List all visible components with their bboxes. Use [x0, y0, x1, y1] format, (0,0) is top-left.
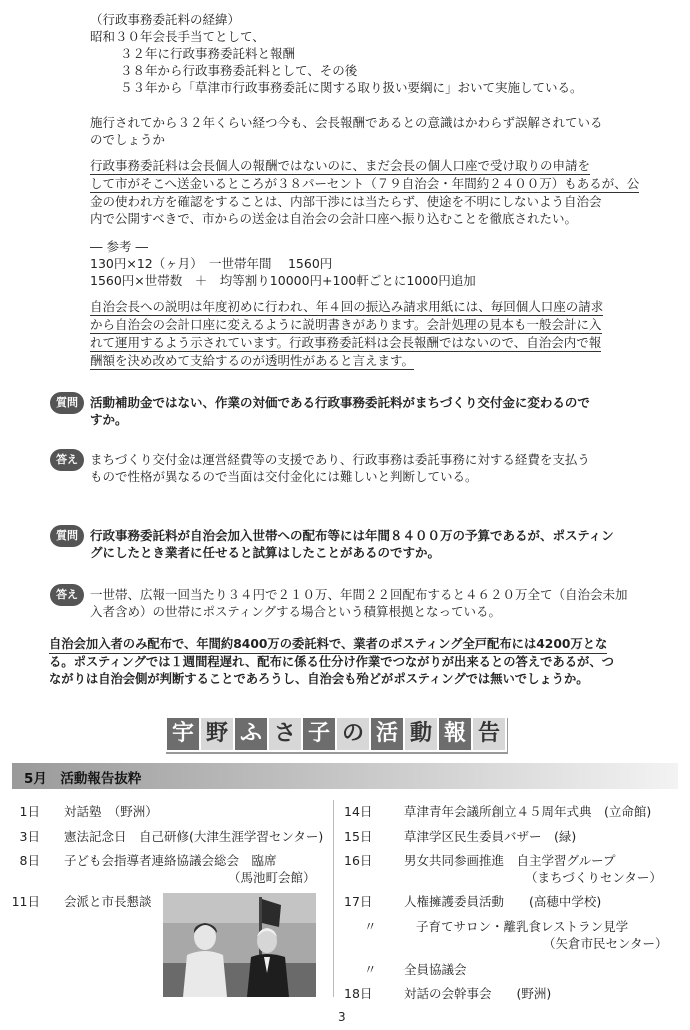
title-char: 宇 — [165, 716, 201, 752]
history-line: ５３年から「草津市行政事務委託に関する取り扱い要綱に」おいて実施している。 — [120, 80, 583, 95]
ditto-mark: 〃 — [364, 919, 377, 934]
title-char: 子 — [301, 716, 337, 752]
title-char: 野 — [199, 716, 235, 752]
question-text: グにしたとき業者に任せると試算はしたことがあるのですか。 — [90, 545, 441, 560]
question-badge: 質問 — [50, 392, 84, 414]
activity-text: 全員協議会 — [404, 962, 467, 977]
conclusion-line: 自治会加入者のみ配布で、年間約8400万の委託料で、業者のポスティング全戸配布には4200万とな — [49, 636, 607, 654]
title-char: 告 — [471, 716, 507, 752]
underlined-line: れて運用するよう示されています。行政事務委託料は会長報酬ではないので、自治会内で報 — [90, 335, 602, 350]
section-header — [12, 763, 678, 789]
activity-day: 16日 — [344, 853, 373, 868]
answer-text: 入者含め）の世帯にポスティングする場合という積算根拠となっている。 — [90, 604, 502, 619]
question-text: すか。 — [90, 412, 128, 427]
activity-day: 18日 — [344, 986, 373, 1001]
activity-text: 男女共同参画推進 自主学習グループ — [404, 853, 616, 868]
paragraph-line: 金の使われ方を確認をすることは、内部干渉には当たらず、使途を不明にしないよう自治会 — [90, 194, 602, 209]
activity-text: 草津青年会議所創立４５周年式典 (立命館) — [404, 804, 652, 819]
history-heading: （行政事務委託料の経緯） — [90, 12, 241, 27]
activity-day: 3日 — [19, 829, 40, 844]
paragraph-line: のでしょうか — [90, 132, 166, 147]
activity-day: 17日 — [344, 894, 373, 909]
activity-text: 対話の会幹事会 (野洲) — [404, 986, 552, 1001]
paragraph-line: 施行されてから３２年くらい経つ今も、会長報酬であるとの意識はかわらず誤解されている — [90, 115, 603, 130]
reference-line: 130円×12（ヶ月） 一世帯年間 1560円 — [90, 256, 333, 271]
title-char: ふ — [233, 716, 269, 752]
question-text: 活動補助金ではない、作業の対価である行政事務委託料がまちづくり交付金に変わるので — [90, 395, 590, 410]
underlined-line: 行政事務委託料は会長個人の報酬ではないのに、まだ会長の個人口座で受け取りの申請を — [90, 158, 591, 173]
activity-text: 人権擁護委員活動 (高穂中学校) — [404, 894, 602, 909]
activity-day: 11日 — [11, 894, 40, 909]
title-char: さ — [267, 716, 303, 752]
activity-location: （馬池町会館） — [228, 870, 316, 885]
activity-text: 対話塾 （野洲） — [64, 804, 158, 819]
underlined-line: から自治会の会計口座に変えるように説明書きがあります。会計処理の見本も一般会計に入 — [90, 317, 602, 332]
answer-text: まちづくり交付金は運営経費等の支援であり、行政事務は委託事務に対する経費を支払う — [90, 452, 590, 467]
activity-text: 憲法記念日 自己研修(大津生涯学習センター) — [64, 829, 324, 844]
activity-text: 子ども会指導者連絡協議会総会 臨席 — [64, 853, 277, 868]
title-char: 報 — [437, 716, 473, 752]
section-title: 5月 活動報告抜粋 — [24, 771, 142, 787]
answer-text: 一世帯、広報一回当たり３４円で２１０万、年間２２回配布すると４６２０万全て（自治会未加 — [90, 587, 628, 602]
paragraph-line: 内で公開すべきで、市からの送金は自治会の会計口座へ振り込むことを徹底されたい。 — [90, 211, 578, 226]
column-divider — [333, 800, 334, 997]
activity-text: 子育てサロン・離乳食レストラン見学 — [416, 919, 629, 934]
conclusion-line: る。ポスティングでは１週間程遅れ、配布に係る仕分け作業でつながりが出来るとの答えであるが、つ — [49, 655, 614, 669]
answer-text: もので性格が異なるので当面は交付金化には難しいと判断している。 — [90, 469, 478, 484]
activity-text: 草津学区民生委員バザー (緑) — [404, 829, 577, 844]
history-line: 昭和３０年会長手当てとして、 — [90, 29, 265, 44]
reference-line: 1560円×世帯数 ＋ 均等割り10000円+100軒ごとに1000円追加 — [90, 273, 476, 288]
meeting-photo — [163, 893, 316, 997]
title-char: の — [335, 716, 371, 752]
question-badge: 質問 — [50, 525, 84, 547]
conclusion-line: ながりは自治会側が判断することであろうし、自治会も殆どがポスティングでは無いでしょうか。 — [49, 672, 589, 686]
history-line: ３２年に行政事務委託料と報酬 — [120, 46, 296, 61]
question-text: 行政事務委託料が自治会加入世帯への配布等には年間８４００万の予算であるが、ポスティン — [90, 528, 614, 543]
activity-location: （まちづくりセンター） — [525, 870, 662, 885]
answer-badge: 答え — [50, 584, 84, 606]
title-char: 動 — [403, 716, 439, 752]
ditto-mark: 〃 — [364, 962, 377, 977]
photo-illustration — [163, 893, 316, 997]
underlined-line: 自治会長への説明は年度初めに行われ、年４回の振込み請求用紙には、毎回個人口座の請求 — [90, 299, 604, 314]
title-char: 活 — [369, 716, 405, 752]
page-number: 3 — [338, 1010, 346, 1024]
activity-text: 会派と市長懇談 — [64, 894, 152, 909]
activity-location: （矢倉市民センター） — [543, 936, 668, 951]
activity-day: 8日 — [19, 853, 40, 868]
answer-badge: 答え — [50, 449, 84, 471]
underlined-line: 酬額を決め改めて支給するのが透明性があると言えます。 — [90, 353, 415, 368]
reference-heading: ― 参考 ― — [90, 239, 148, 254]
activity-day: 1日 — [19, 804, 40, 819]
underlined-line: して市がそこへ送金いるところが３８パーセント（７９自治会・年間約２４００万）もあるが、公 — [90, 176, 640, 191]
activity-day: 14日 — [344, 804, 373, 819]
activity-day: 15日 — [344, 829, 373, 844]
history-line: ３８年から行政事務委託料として、その後 — [120, 63, 358, 78]
